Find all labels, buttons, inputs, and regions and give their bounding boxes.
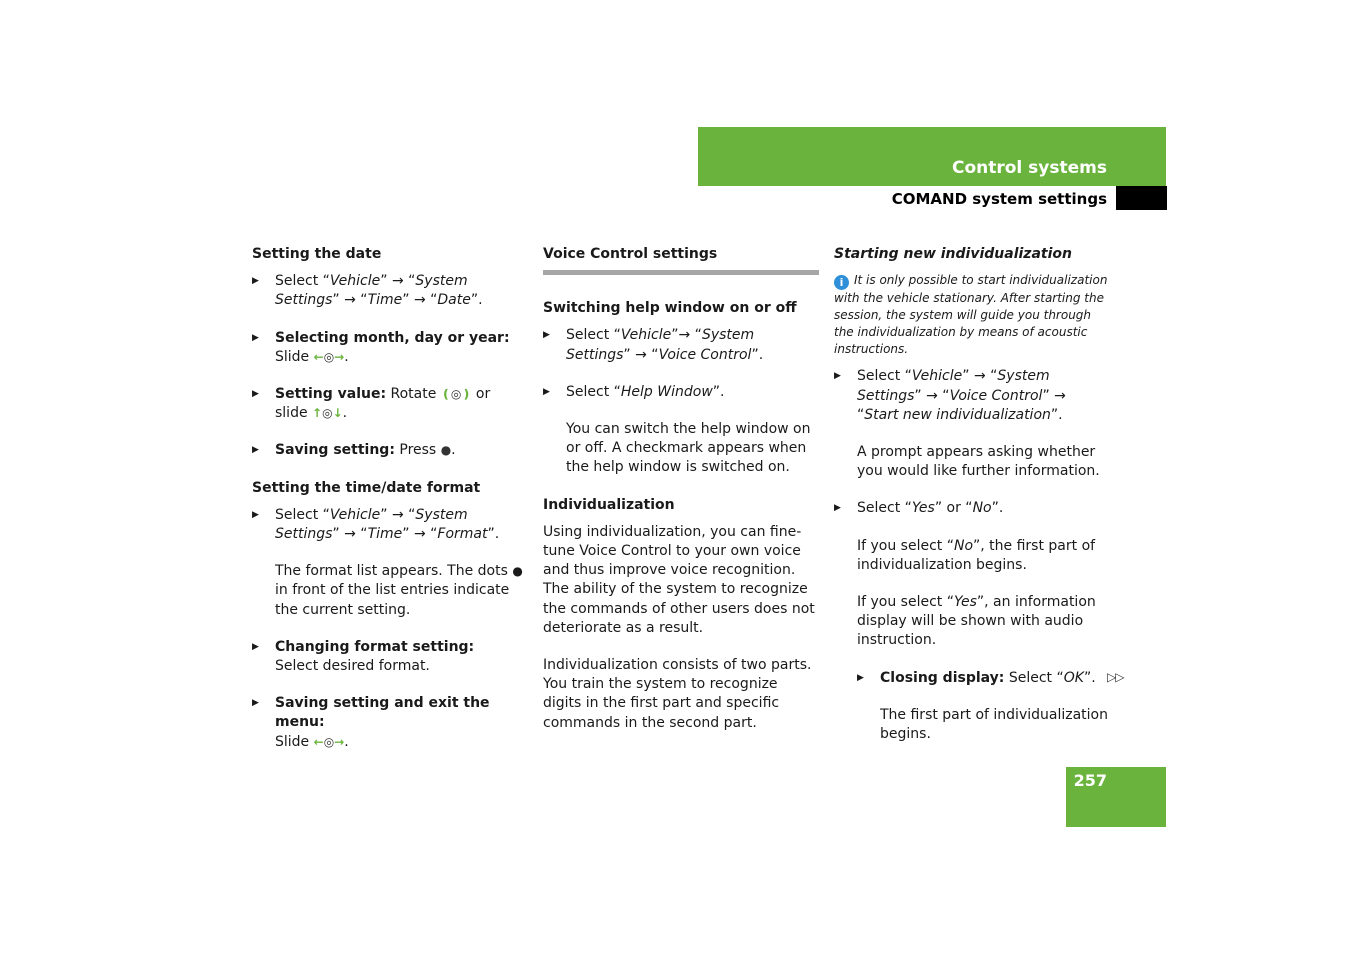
step-select-format: ▶ Select “Vehicle” → “System Settings” → “Time” → “Format”. <box>252 506 528 544</box>
continue-arrows-icon: ▷▷ <box>1107 670 1124 684</box>
heading-voice-control-settings: Voice Control settings <box>543 245 819 275</box>
slide-left-right-knob-icon: ←◎→ <box>313 349 345 364</box>
step-selecting-month: ▶ Selecting month, day or year: Slide ←◎→. <box>252 329 528 367</box>
step-saving-setting: ▶ Saving setting: Press ●. <box>252 441 528 460</box>
heading-setting-date: Setting the date <box>252 246 382 262</box>
column-3 <box>834 245 1110 752</box>
step-select-start-individualization: ▶ Select “Vehicle” → “System Settings” → “Voice Control” → “Start new individualization”. <box>834 367 1110 425</box>
heading-starting-individualization: Starting new individualization <box>834 246 1072 262</box>
slide-left-right-knob-icon: ←◎→ <box>313 734 345 749</box>
text-individualization-intro: Using individualization, you can fine-tune Voice Control to your own voice and thus improve voice recognition. The ability of the system to recognize the commands of other users does not deteriorate as a result. <box>543 523 815 636</box>
section-title: Control systems <box>951 158 1107 178</box>
step-select-date: ▶ Select “Vehicle” → “System Settings” → “Time” → “Date”. <box>252 272 528 310</box>
text-individualization-parts: Individualization consists of two parts. You train the system to recognize digits in the first part and specific commands in the second part. <box>543 657 812 731</box>
header-tab-marker <box>1116 186 1167 210</box>
step-select-voice-control: ▶ Select “Vehicle”→ “System Settings” → “Voice Control”. <box>543 326 819 364</box>
column-1 <box>252 245 528 760</box>
column-2 <box>543 245 819 741</box>
step-closing-display: ▶ Closing display: Select “OK”. <box>857 669 1110 688</box>
text-format-list: The format list appears. The dots ● in front of the list entries indicate the current setting. <box>275 563 523 618</box>
step-select-yes-no: ▶ Select “Yes” or “No”. <box>834 499 1110 518</box>
text-prompt-appears: A prompt appears asking whether you would like further information. <box>857 444 1100 480</box>
heading-help-window: Switching help window on or off <box>543 300 797 317</box>
info-icon: i <box>834 275 849 290</box>
info-note: i It is only possible to start individualization with the vehicle stationary. After starting the session, the system will guide you through the individualization by means of acoustic instructions. <box>834 273 1108 356</box>
bullet-dot-icon: ● <box>512 564 523 579</box>
section-subtitle: COMAND system settings <box>891 190 1107 208</box>
heading-time-date-format: Setting the time/date format <box>252 479 481 496</box>
text-if-no: If you select “No”, the first part of individualization begins. <box>857 537 1096 573</box>
step-setting-value: ▶ Setting value: Rotate ❪◎❫ or slide ↑◎↓. <box>252 385 528 423</box>
text-first-part-begins: The first part of individualization begins. <box>880 706 1108 743</box>
page-number: 257 <box>1073 771 1107 790</box>
slide-up-down-knob-icon: ↑◎↓ <box>312 406 343 421</box>
step-select-help-window: ▶ Select “Help Window”. <box>543 383 819 402</box>
rotate-knob-icon: ❪◎❫ <box>440 387 472 402</box>
step-changing-format: ▶ Changing format setting: Select desired format. <box>252 638 528 676</box>
heading-individualization: Individualization <box>543 496 675 513</box>
press-knob-icon: ● <box>440 443 452 458</box>
step-saving-exit: ▶ Saving setting and exit the menu: Slide ←◎→. <box>252 694 528 752</box>
text-help-window: You can switch the help window on or off. A checkmark appears when the help window is switched on. <box>566 421 811 476</box>
text-if-yes: If you select “Yes”, an information display will be shown with audio instruction. <box>857 594 1096 649</box>
